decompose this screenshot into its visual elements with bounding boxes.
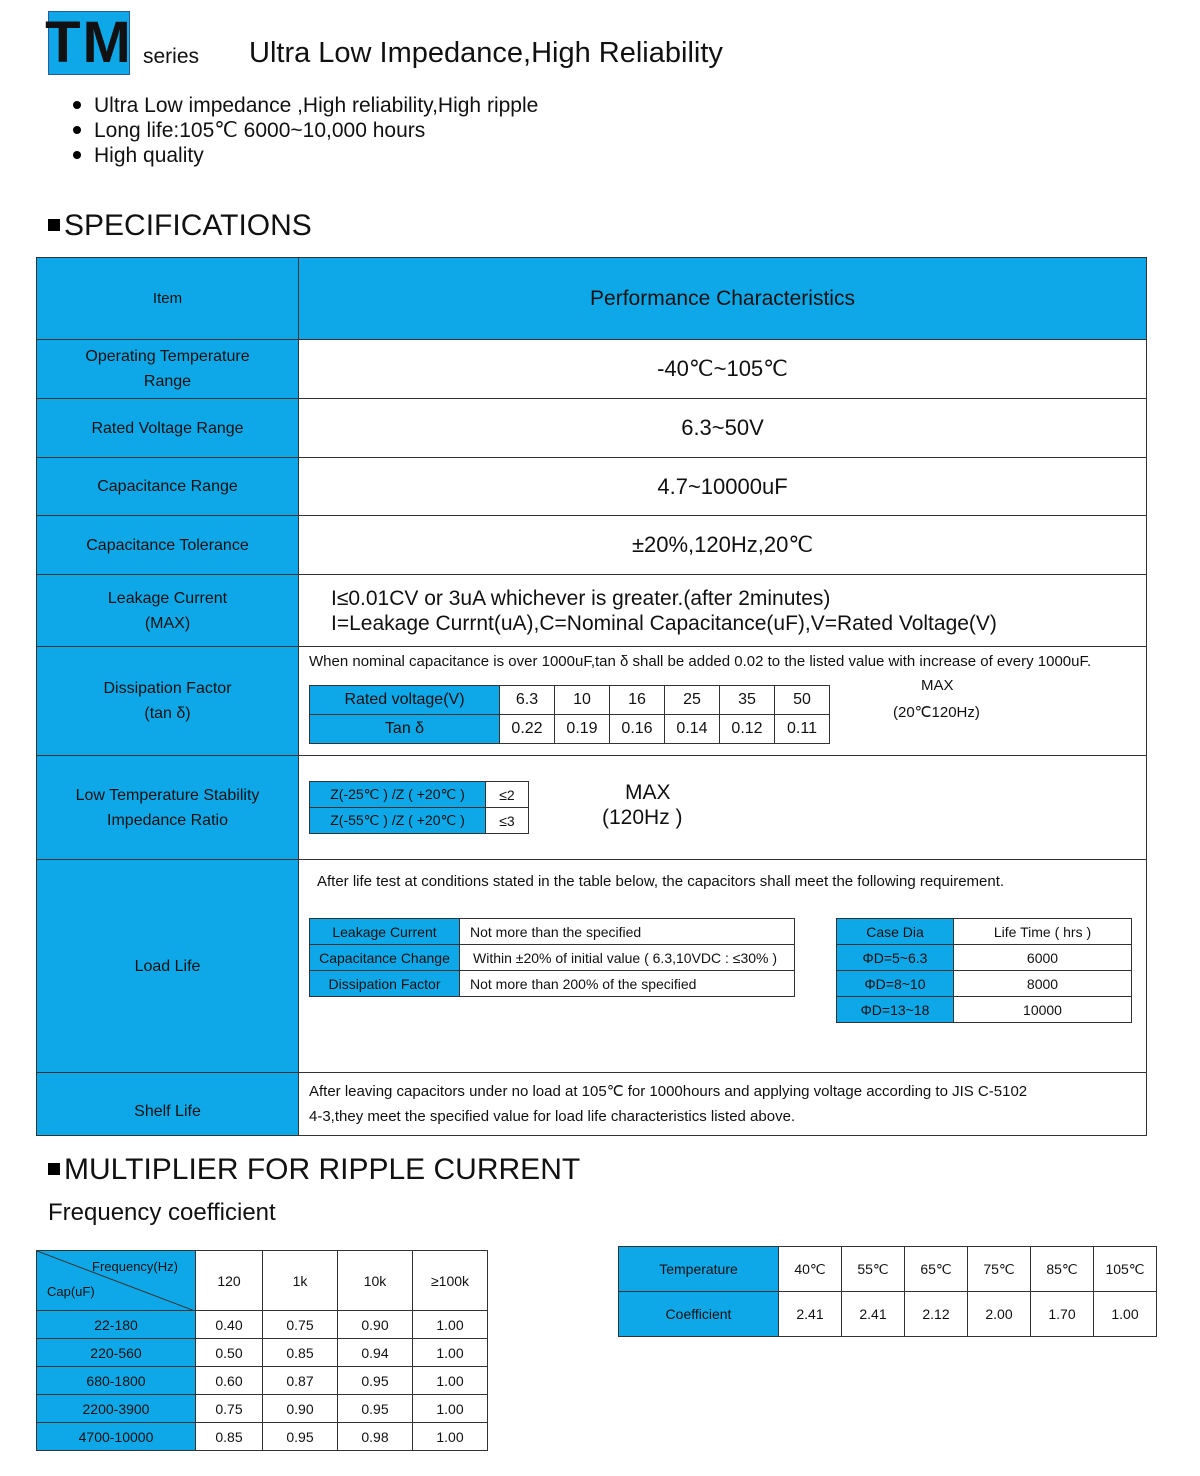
shelf-life-line: 4-3,they meet the specified value for load life characteristics listed above.	[309, 1108, 796, 1125]
frequency-header: 10k	[338, 1251, 413, 1311]
table-row	[37, 399, 1147, 458]
frequency-coefficient-table	[36, 1250, 488, 1451]
table-row	[310, 808, 529, 834]
temperature-value: 105℃	[1094, 1247, 1157, 1292]
table-row	[37, 575, 1147, 647]
row-label-line: Range	[143, 373, 192, 390]
cap-range: 4700-10000	[37, 1423, 196, 1451]
row-label: Capacitance Tolerance	[37, 516, 299, 575]
table-row	[837, 997, 1132, 1023]
requirement-item: Dissipation Factor	[310, 971, 460, 997]
df-tan: 0.14	[665, 715, 720, 744]
temperature-coefficient-table	[618, 1246, 1157, 1337]
row-label	[37, 756, 299, 860]
row-label-line: (MAX)	[144, 614, 191, 632]
life-dia: ΦD=13~18	[837, 997, 954, 1023]
frequency-header: 120	[196, 1251, 263, 1311]
row-label-line: Low Temperature Stability	[75, 786, 260, 804]
feature-list	[70, 93, 538, 168]
cap-axis-label: Cap(uF)	[47, 1284, 95, 1299]
cap-range: 680-1800	[37, 1367, 196, 1395]
multiplier-title: MULTIPLIER FOR RIPPLE CURRENT	[64, 1153, 581, 1186]
feature-item: High quality	[70, 143, 538, 168]
df-voltage: 50	[775, 686, 830, 715]
row-label: Shelf Life	[37, 1073, 299, 1136]
row-label: Load Life	[37, 860, 299, 1073]
df-conditions: (20℃120Hz)	[893, 704, 980, 721]
cap-range: 22-180	[37, 1311, 196, 1339]
impedance-value: ≤2	[486, 782, 529, 808]
coefficient-cell: 0.95	[338, 1395, 413, 1423]
life-time: 10000	[954, 997, 1132, 1023]
table-row	[619, 1292, 1157, 1337]
temperature-value: 85℃	[1031, 1247, 1094, 1292]
load-life-requirements-table	[309, 918, 795, 997]
requirement-value: Not more than the specified	[460, 919, 795, 945]
row-label	[37, 340, 299, 399]
row-label	[37, 647, 299, 756]
df-tan: 0.19	[555, 715, 610, 744]
low-temperature-cell	[299, 756, 1147, 860]
specifications-heading	[48, 209, 312, 243]
row-label	[37, 575, 299, 647]
life-header-dia: Case Dia	[837, 919, 954, 945]
table-row	[37, 1395, 488, 1423]
frequency-header: ≥100k	[413, 1251, 488, 1311]
table-row	[310, 715, 830, 744]
table-row	[837, 919, 1132, 945]
coefficient-cell: 0.87	[263, 1367, 338, 1395]
row-label: Rated Voltage Range	[37, 399, 299, 458]
requirement-value: Within ±20% of initial value ( 6.3,10VDC : ≤30% )	[460, 945, 795, 971]
frequency-header: 1k	[263, 1251, 338, 1311]
coefficient-cell: 0.95	[338, 1367, 413, 1395]
coefficient-cell: 1.00	[413, 1339, 488, 1367]
df-voltage: 16	[610, 686, 665, 715]
series-label: series	[143, 45, 200, 68]
table-row	[37, 458, 1147, 516]
square-bullet-icon	[48, 219, 60, 231]
cap-range: 2200-3900	[37, 1395, 196, 1423]
impedance-value: ≤3	[486, 808, 529, 834]
leakage-formula: I≤0.01CV or 3uA whichever is greater.(after 2minutes)	[331, 586, 831, 610]
coefficient-cell: 1.00	[413, 1311, 488, 1339]
impedance-max: MAX	[625, 781, 671, 804]
df-row-label: Rated voltage(V)	[310, 686, 500, 715]
impedance-frequency: (120Hz )	[602, 806, 683, 829]
row-label-line: Dissipation Factor	[103, 680, 232, 697]
row-label-line: Operating Temperature	[85, 348, 250, 365]
requirement-item: Leakage Current	[310, 919, 460, 945]
series-logo	[45, 10, 133, 75]
rated-voltage-value: 6.3~50V	[299, 399, 1147, 458]
coefficient-cell: 0.60	[196, 1367, 263, 1395]
temperature-value: 55℃	[842, 1247, 905, 1292]
temperature-coefficient: 2.00	[968, 1292, 1031, 1337]
row-label-line: Leakage Current	[107, 589, 228, 607]
table-row	[837, 971, 1132, 997]
temperature-label: Temperature	[619, 1247, 779, 1292]
coefficient-cell: 0.98	[338, 1423, 413, 1451]
life-header-time: Life Time ( hrs )	[954, 919, 1132, 945]
df-voltage: 10	[555, 686, 610, 715]
capacitance-range-value: 4.7~10000uF	[299, 458, 1147, 516]
temperature-value: 65℃	[905, 1247, 968, 1292]
specifications-title: SPECIFICATIONS	[64, 209, 312, 242]
shelf-life-line: After leaving capacitors under no load at 105℃ for 1000hours and applying voltage according to JIS C-5102	[309, 1083, 1028, 1100]
life-dia: ΦD=8~10	[837, 971, 954, 997]
temperature-value: 75℃	[968, 1247, 1031, 1292]
df-max: MAX	[921, 677, 954, 694]
frequency-coefficient-title: Frequency coefficient	[48, 1199, 276, 1226]
coefficient-cell: 1.00	[413, 1367, 488, 1395]
df-row-label: Tan δ	[310, 715, 500, 744]
df-note: When nominal capacitance is over 1000uF,tan δ shall be added 0.02 to the listed value with increase of every 1000uF.	[309, 653, 1092, 670]
table-row	[310, 945, 795, 971]
capacitance-tolerance-value: ±20%,120Hz,20℃	[299, 516, 1147, 575]
table-row	[37, 1311, 488, 1339]
impedance-ratio-table	[309, 781, 529, 834]
df-tan: 0.11	[775, 715, 830, 744]
coefficient-cell: 0.50	[196, 1339, 263, 1367]
load-life-note: After life test at conditions stated in the table below, the capacitors shall meet the following requirement.	[317, 873, 1005, 890]
frequency-axis-label: Frequency(Hz)	[92, 1259, 178, 1274]
table-row	[310, 971, 795, 997]
life-dia: ΦD=5~6.3	[837, 945, 954, 971]
temperature-coefficient: 1.70	[1031, 1292, 1094, 1337]
multiplier-heading	[48, 1153, 580, 1187]
df-voltage: 25	[665, 686, 720, 715]
coefficient-cell: 1.00	[413, 1423, 488, 1451]
temperature-coefficient: 2.12	[905, 1292, 968, 1337]
coefficient-cell: 0.75	[196, 1395, 263, 1423]
table-row	[37, 647, 1147, 756]
df-voltage: 35	[720, 686, 775, 715]
page-title: Ultra Low Impedance,High Reliability	[249, 37, 723, 69]
temperature-coefficient: 2.41	[842, 1292, 905, 1337]
coefficient-cell: 0.85	[196, 1423, 263, 1451]
df-voltage: 6.3	[500, 686, 555, 715]
coefficient-cell: 0.85	[263, 1339, 338, 1367]
life-time: 6000	[954, 945, 1132, 971]
table-row	[37, 1367, 488, 1395]
table-header-row	[37, 258, 1147, 340]
table-row	[37, 1423, 488, 1451]
coefficient-cell: 0.40	[196, 1311, 263, 1339]
coefficient-cell: 0.90	[263, 1395, 338, 1423]
shelf-life-value	[299, 1073, 1147, 1136]
leakage-definitions: I=Leakage Currnt(uA),C=Nominal Capacitance(uF),V=Rated Voltage(V)	[331, 611, 997, 635]
coefficient-cell: 0.75	[263, 1311, 338, 1339]
cap-range: 220-560	[37, 1339, 196, 1367]
table-row	[310, 782, 529, 808]
temperature-coefficient: 2.41	[779, 1292, 842, 1337]
table-header-row	[37, 1251, 488, 1311]
temperature-value: 40℃	[779, 1247, 842, 1292]
header-performance: Performance Characteristics	[299, 258, 1147, 340]
table-row	[37, 516, 1147, 575]
row-label-line: Impedance Ratio	[107, 811, 228, 829]
feature-item: Ultra Low impedance ,High reliability,High ripple	[70, 93, 538, 118]
coefficient-cell: 0.94	[338, 1339, 413, 1367]
feature-item: Long life:105℃ 6000~10,000 hours	[70, 118, 538, 143]
square-bullet-icon	[48, 1163, 60, 1175]
impedance-condition: Z(-25℃ ) /Z ( +20℃ )	[310, 782, 486, 808]
table-row	[37, 1073, 1147, 1136]
coefficient-cell: 1.00	[413, 1395, 488, 1423]
table-row	[37, 1339, 488, 1367]
coefficient-cell: 0.90	[338, 1311, 413, 1339]
coefficient-label: Coefficient	[619, 1292, 779, 1337]
specifications-table	[36, 257, 1147, 1136]
header-item: Item	[37, 258, 299, 340]
table-row	[37, 340, 1147, 399]
table-row	[37, 756, 1147, 860]
requirement-item: Capacitance Change	[310, 945, 460, 971]
series-logo-text: TM	[45, 10, 133, 75]
table-row	[619, 1247, 1157, 1292]
df-tan: 0.12	[720, 715, 775, 744]
row-label: Capacitance Range	[37, 458, 299, 516]
table-row	[37, 860, 1147, 1073]
table-row	[837, 945, 1132, 971]
load-life-cell	[299, 860, 1147, 1073]
frequency-cap-header	[37, 1251, 196, 1311]
operating-temperature-value: -40℃~105℃	[299, 340, 1147, 399]
impedance-condition: Z(-55℃ ) /Z ( +20℃ )	[310, 808, 486, 834]
table-row	[310, 686, 830, 715]
dissipation-factor-table	[309, 685, 830, 744]
requirement-value: Not more than 200% of the specified	[460, 971, 795, 997]
df-tan: 0.22	[500, 715, 555, 744]
df-tan: 0.16	[610, 715, 665, 744]
life-time: 8000	[954, 971, 1132, 997]
temperature-coefficient: 1.00	[1094, 1292, 1157, 1337]
life-time-table	[836, 918, 1132, 1023]
dissipation-factor-cell	[299, 647, 1147, 756]
row-label-line: (tan δ)	[144, 705, 191, 722]
leakage-current-value	[299, 575, 1147, 647]
table-row	[310, 919, 795, 945]
coefficient-cell: 0.95	[263, 1423, 338, 1451]
